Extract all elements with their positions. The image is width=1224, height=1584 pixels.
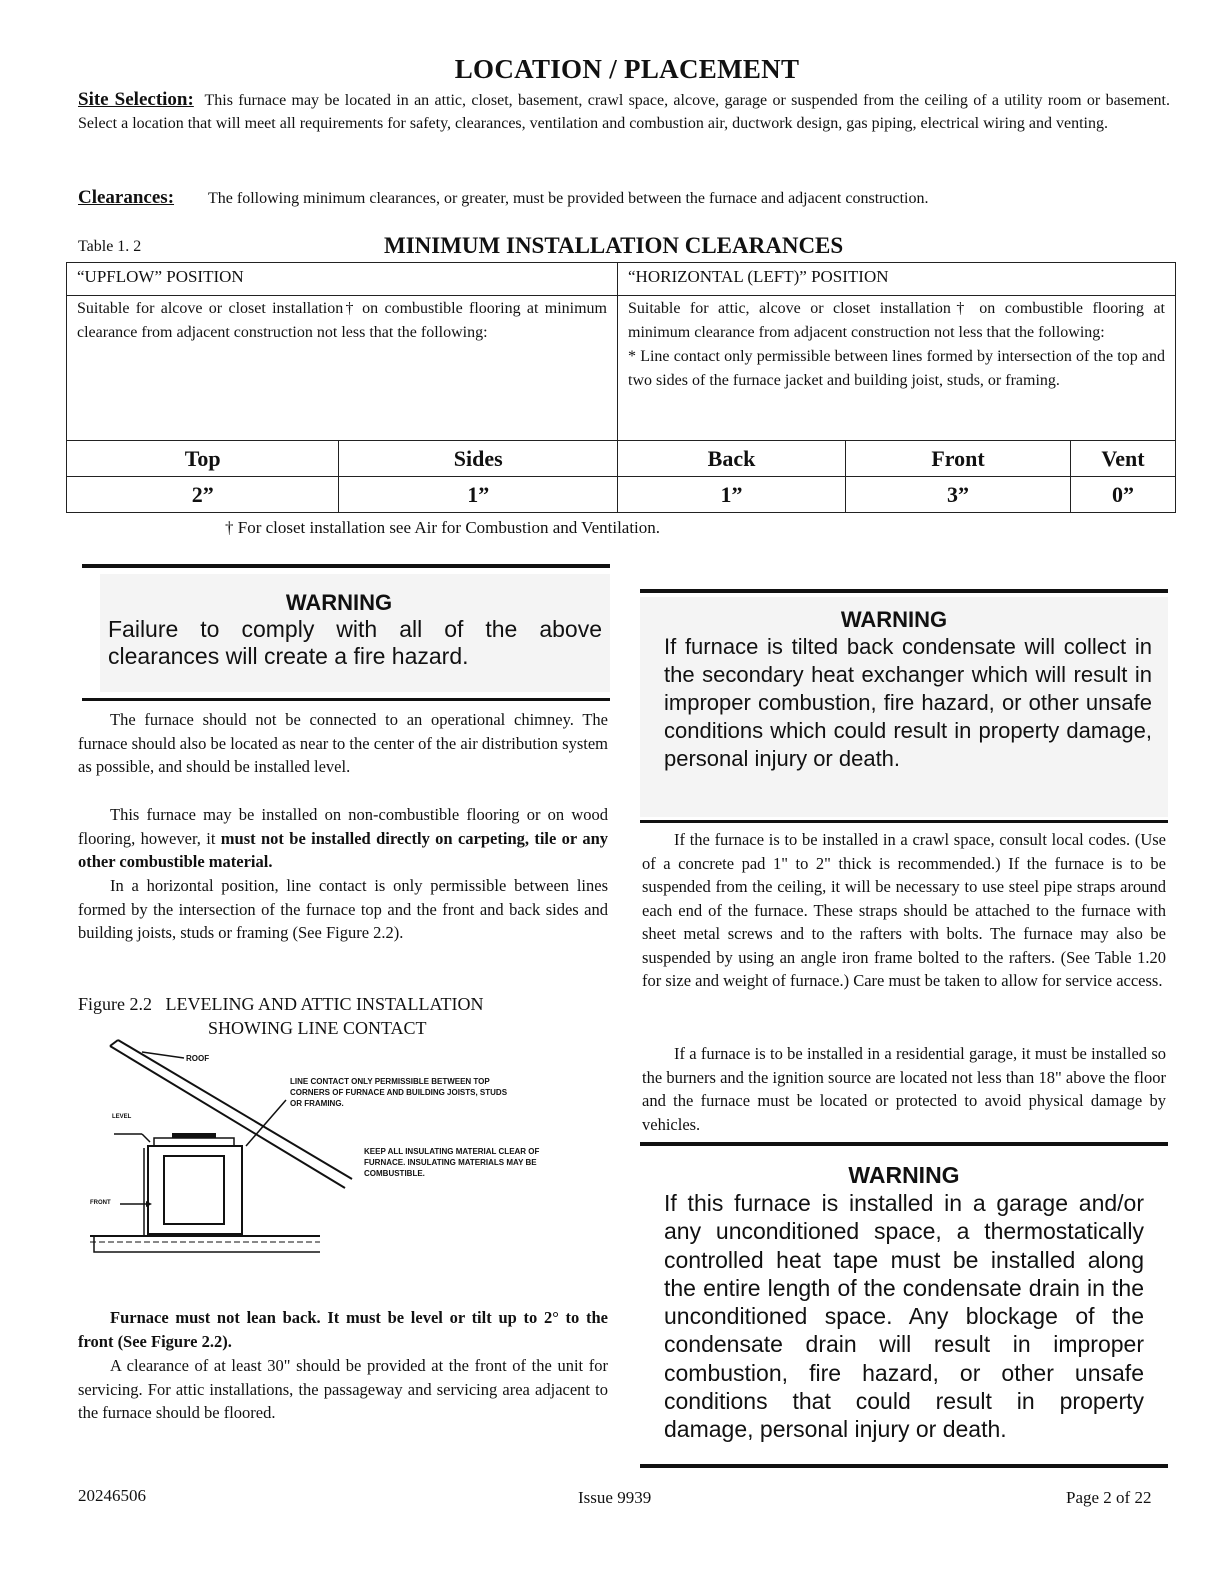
col-sides: Sides [339, 441, 618, 477]
warning2-box [640, 597, 1168, 817]
front-label: FRONT [90, 1200, 111, 1206]
site-selection-text: This furnace may be located in an attic, closet, basement, crawl space, alcove, garage or suspended from the ceiling of a utility room or basement. Select a location that will meet all requirements for safety, clearances, ventilation and combustion air, ductwork design, gas piping, electrical wiring and venting. [78, 92, 1170, 132]
horizontal-description [618, 296, 1176, 441]
warning1-box [100, 574, 610, 692]
val-sides: 1” [339, 477, 618, 513]
col-back: Back [618, 441, 846, 477]
roof-label: ROOF [186, 1054, 210, 1063]
warning1-text: Failure to comply with all of the above clearances will create a fire hazard. [108, 616, 602, 669]
footer-doc-number: 20246506 [78, 1486, 146, 1505]
warning3-top-rule [640, 1142, 1168, 1146]
flooring-paragraph [78, 803, 608, 874]
garage-paragraph: If a furnace is to be installed in a residential garage, it must be installed so the burners and the ignition source are located not less than 18" above the floor and the furnace must be located or protected to avoid physical damage by vehicles. [642, 1044, 1166, 1134]
col-vent: Vent [1071, 441, 1176, 477]
warning2-bottom-rule [640, 820, 1168, 823]
clearances-label: Clearances: [78, 187, 175, 208]
upflow-desc-text: Suitable for alcove or closet installation† on combustible flooring at minimum clearance from adjacent construction not less that the following: [77, 300, 607, 341]
clearances-intro [78, 186, 1170, 210]
warning2-text: If furnace is tilted back condensate will collect in the secondary heat exchanger which will result in improper combustion, fire hazard, or other unsafe conditions which could result in property damage, personal injury or death. [664, 634, 1152, 771]
insulation-label: KEEP ALL INSULATING MATERIAL CLEAR OF FURNACE. INSULATING MATERIALS MAY BE COMBUSTIBLE. [364, 1147, 540, 1178]
col-front: Front [846, 441, 1071, 477]
clearance-30-paragraph: A clearance of at least 30" should be provided at the front of the unit for servicing. For attic installations, the passageway and servicing area adjacent to the furnace should be floored. [78, 1356, 608, 1422]
val-top: 2” [67, 477, 339, 513]
warning2-top-rule [640, 589, 1168, 593]
figure-caption-line2: SHOWING LINE CONTACT [208, 1018, 427, 1038]
table-title: MINIMUM INSTALLATION CLEARANCES [384, 233, 844, 258]
clearances-text: The following minimum clearances, or greater, must be provided between the furnace and adjacent construction. [208, 190, 929, 207]
lean-paragraph: Furnace must not lean back. It must be level or tilt up to 2° to the front (See Figure 2.2). [78, 1308, 608, 1351]
horizontal-paragraph: In a horizontal position, line contact is only permissible between lines formed by the intersection of the furnace top and the front and back sides and building joists, studs or framing (See Figure 2.2). [78, 876, 608, 942]
roof-joist [110, 1040, 352, 1188]
line-contact-label: LINE CONTACT ONLY PERMISSIBLE BETWEEN TOP CORNERS OF FURNACE AND BUILDING JOISTS, STUDS OR FRAMING. [290, 1077, 508, 1108]
warning3-heading: WARNING [848, 1162, 960, 1188]
warning3-box [640, 1148, 1168, 1448]
warning1-top-rule [82, 564, 610, 568]
horizontal-note-text: * Line contact only permissible between lines formed by intersection of the top and two sides of the furnace jacket and building joist, studs, or framing. [628, 348, 1165, 389]
site-selection-label: Site Selection: [78, 89, 194, 110]
chimney-paragraph: The furnace should not be connected to an operational chimney. The furnace should also be located as near to the center of the air distribution system as possible, and should be installed level. [78, 710, 608, 776]
warning3-text: If this furnace is installed in a garage and/or any unconditioned space, a thermostatically controlled heat tape must be installed along the entire length of the condensate drain in the unconditioned space. Any blockage of the condensate drain will result in improper combustion, fire hazard, or other unsafe conditions that could result in property damage, personal injury or death. [664, 1190, 1144, 1443]
val-front: 3” [846, 477, 1071, 513]
col-top: Top [67, 441, 339, 477]
flooring-text: This furnace may be installed on non-combustible flooring or on wood flooring, however, it [78, 805, 608, 848]
page-title: LOCATION / PLACEMENT [454, 54, 800, 84]
table-footnote: † For closet installation see Air for Combustion and Ventilation. [225, 518, 661, 537]
warning3-bottom-rule [640, 1464, 1168, 1468]
upflow-description [67, 296, 618, 441]
warning1-bottom-rule [82, 698, 610, 701]
furnace-shape [144, 1133, 242, 1236]
clearances-table [66, 262, 1176, 513]
warning2-heading: WARNING [840, 607, 948, 632]
val-vent: 0” [1071, 477, 1176, 513]
footer-issue: Issue 9939 [578, 1488, 652, 1507]
horizontal-header: “HORIZONTAL (LEFT)” POSITION [618, 263, 1176, 296]
floor [90, 1236, 320, 1252]
warning1-heading: WARNING [285, 590, 393, 615]
figure-caption-line1: Figure 2.2 LEVELING AND ATTIC INSTALLATION [78, 994, 484, 1014]
val-back: 1” [618, 477, 846, 513]
crawl-space-paragraph: If the furnace is to be installed in a crawl space, consult local codes. (Use of a concrete pad 1" to 2" thick is recommended.) If the furnace is to be suspended from the ceiling, it will be necessary to use steel pipe straps around each end of the furnace. These straps should be attached to the furnace with sheet metal screws and to the rafters with bolts. The furnace may also be suspended by using an angle iron frame bolted to the rafters. (See Table 1.20 for size and weight of furnace.) Care must be taken to allow for service access. [642, 830, 1166, 990]
table-number: Table 1. 2 [78, 238, 142, 255]
upflow-header: “UPFLOW” POSITION [67, 263, 618, 296]
footer-page: Page 2 of 22 [1066, 1488, 1152, 1507]
flooring-bold-text: must not be installed directly on carpeting, tile or any other combustible material. [78, 828, 608, 871]
horizontal-desc-text: Suitable for attic, alcove or closet installation† on combustible flooring at minimum clearance from adjacent construction not less that the following: [628, 300, 1165, 341]
level-label: LEVEL [112, 1114, 132, 1120]
site-selection [78, 88, 1170, 135]
